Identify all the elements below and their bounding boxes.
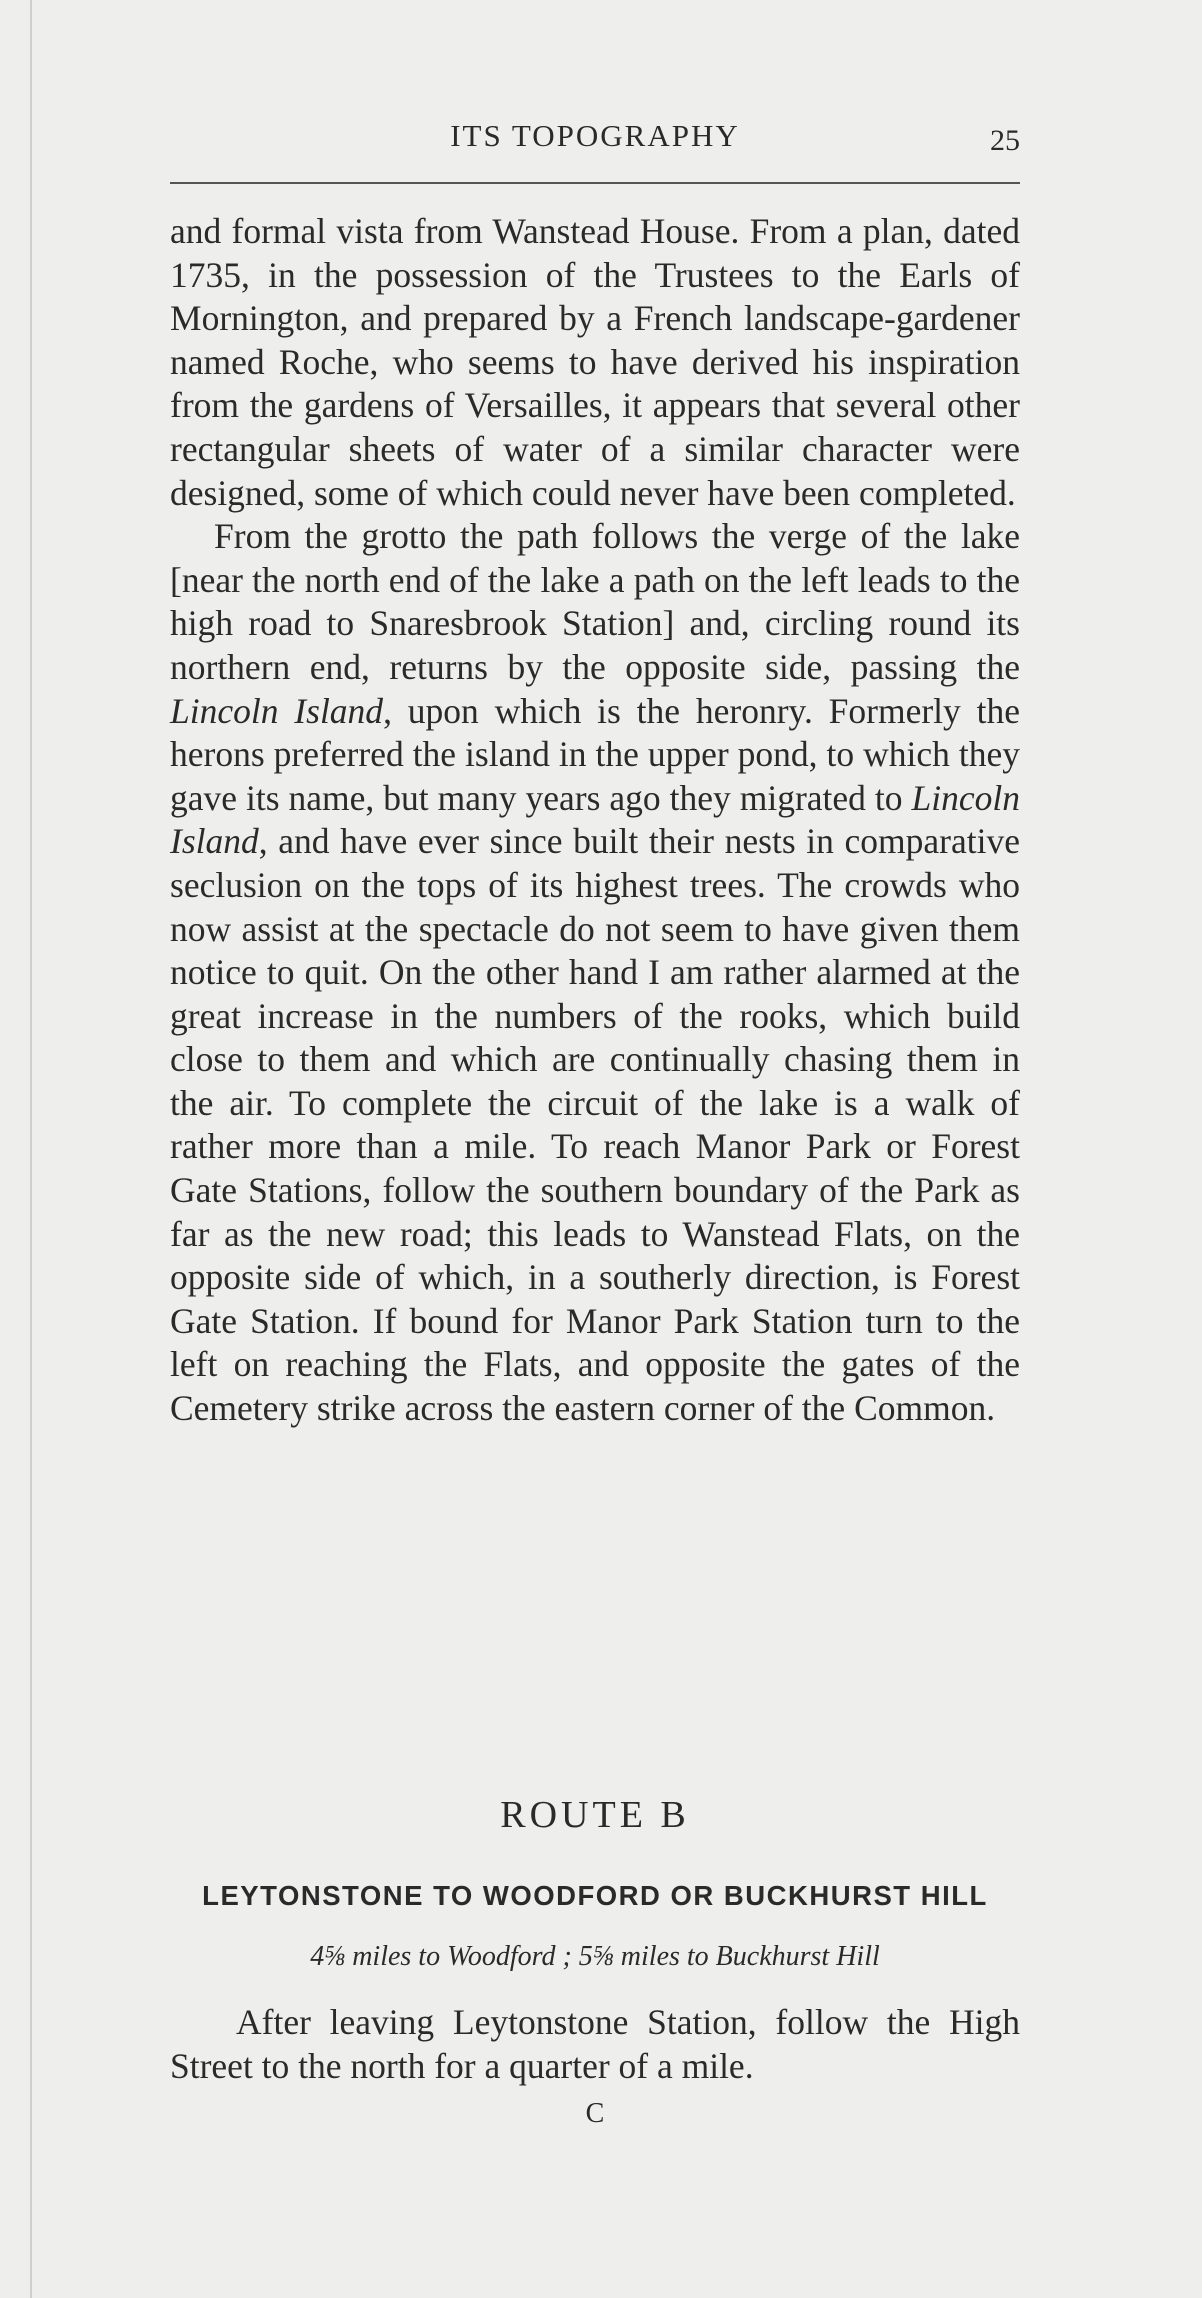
text-run: From the grotto the path follows the verge of the lake [near the north end of the lake a path on the left leads to the high road to Snaresbrook Station] and, circling round its northern end, returns by the opposite side, passing the: [170, 516, 1020, 687]
text-run: and formal vista from Wanstead House. From a plan, dated 1735, in the possession of the Trustees to the Earls of Mornington, and prepared by a French landscape-gardener named Roche, who seems to have derived his inspiration from the gardens of Versailles, it appears that several other rectangular sheets of water of a similar character were designed, some of which could never have been completed.: [170, 211, 1020, 513]
signature-mark: C: [585, 2098, 605, 2129]
body-text: [170, 210, 1020, 1431]
page-number: 25: [990, 124, 1020, 157]
running-head: [170, 118, 1020, 168]
paragraph-1: [170, 210, 1020, 515]
route-paragraph: After leaving Leytonstone Station, follow the High Street to the north for a quarter of a mile.: [170, 2002, 1020, 2086]
header-rule: [170, 182, 1020, 184]
route-text: [170, 2000, 1020, 2088]
text-run: , upon which is the heronry. Formerly the herons preferred the island in the upper pond, to which they gave its name, but many years ago they migrated to: [170, 690, 1020, 818]
route-heading: ROUTE B: [500, 1794, 690, 1836]
paragraph-2: [170, 515, 1020, 1430]
italic-run: Lincoln Island: [170, 690, 384, 731]
gutter-line: [30, 0, 32, 2298]
distance-note: 4⅝ miles to Woodford ; 5⅝ miles to Buckhurst Hill: [310, 1941, 880, 1972]
italic-run: Lincoln Island: [170, 777, 1020, 862]
route-subheading: LEYTONSTONE TO WOODFORD OR BUCKHURST HILL: [202, 1880, 988, 1911]
text-run: , and have ever since built their nests in comparative seclusion on the tops of its highest trees. The crowds who now assist at the spectacle do not seem to have given them notice to quit. On the other hand I am rather alarmed at the great increase in the numbers of the rooks, which build close to them and which are continually chasing them in the air. To complete the circuit of the lake is a walk of rather more than a mile. To reach Manor Park or Forest Gate Stations, follow the southern boundary of the Park as far as the new road; this leads to Wanstead Flats, on the opposite side of which, in a southerly direction, is Forest Gate Station. If bound for Manor Park Station turn to the left on reaching the Flats, and opposite the gates of the Cemetery strike across the eastern corner of the Common.: [170, 821, 1020, 1429]
running-title: ITS TOPOGRAPHY: [450, 118, 740, 153]
